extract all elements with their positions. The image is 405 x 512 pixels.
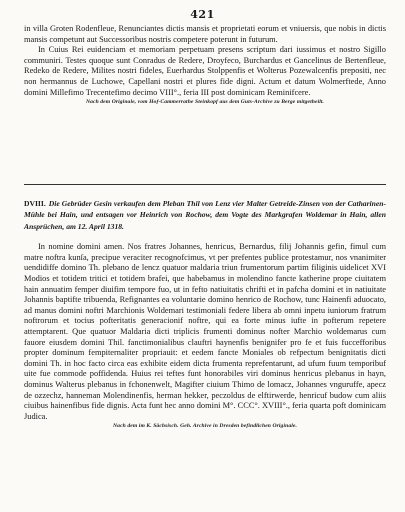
charter-continuation xyxy=(24,24,386,105)
source-note: Nach dem Originale, vom Hof-Cammerrathe Steinkopf aus dem Guts-Archive zu Berge mitgetheilt. xyxy=(85,99,325,106)
charter-number: DVIII. xyxy=(24,199,46,208)
charter-text xyxy=(24,242,386,422)
section-divider xyxy=(24,184,386,185)
paragraph: In Cuius Rei euidenciam et memoriam perpetuam presens scriptum dari iussimus et nostro Sigillo communiri. Testes quoque sunt Conradus de Redere, Droyfeco, Burchardus et Gancelinus de Bertenfleue, Redeko de Redere, Milites nostri fideles, Euerhardus Stolppenfis et Wolterus Pozewalcenfis prepositi, nec non hermannus de Luchowe, Capellani nostri et plures fide digni. Actum et datum Wolmerftede, Anno domini Millefimo Trecentefimo decimo VIII°., feria III post dominicam Reminifcere. xyxy=(24,45,386,97)
page-number: 421 xyxy=(190,8,215,21)
source-note: Nach dem im K. Sächsisch. Geh. Archive in Dresden befindlichen Originale. xyxy=(113,423,297,430)
charter-heading xyxy=(24,198,386,232)
charter-dviii xyxy=(24,198,386,429)
charter-summary: Die Gebrüder Gesin verkaufen dem Pleban Thil von Lenz vier Malter Getreide-Zinsen von der Catharinen-Mühle bei Hain, und entsagen vor Heinrich von Rochow, dem Vogte des Markgrafen Woldemar in Hain, allen Ansprüchen, am 12. April 1318. xyxy=(24,199,386,231)
charter-text xyxy=(24,24,386,98)
paragraph: In nomine domini amen. Nos fratres Johannes, henricus, Bernardus, filij Johannis gefin, fimul cum matre noftra kunſa, precipue veraciter recognofcimus, vt per prefentes publice protestamur, nos vnanimiter uendidiffe domino Th. plebano de lencz quatuor maldaria triun frumentorum partim filiginis uidelicet XVI Modios et totidem tritici et totidem brafei, que habebamus in molendino fancte katherine prope ciuitatem hain annuatim femper diuifim tempore fuo, ut in fefto natiuitatis chrifti et in pafcha domini et in natiuitate Johannis baptifte tribuenda, Refignantes ea voluntarie domino henrico de Rochow, tunc Hainenfi aduocato, ad manus domini noftri Marchionis Woldemari testimoniali federe libera ab omni inpetu iuniorum fratrum noftrorum et tocius pofteritatis generacionif noftre, qui ea forte minus iufte in pofterum repetere attemptarent. Que quatuor Maldaria dicti triplicis frumenti dominus nofter Marchio woldemarus cum fauore eiusdem domini Thil. fanctimonialibus clauftri haynenfis benignifer pro fe et fuis fuccefforibus propter dominum fempiternaliter propriauit: et eedem fancte Moniales ob refpectum benignitatis dicti domini Th. in hoc facto circa eas exhibite eidem dicta frumenta reprefentarunt, ad ufum fuum temporibuf uite fue commode poffidenda. Huius rei teftes funt honorabiles viri dominus henricus plebanus in hayn, dominus Walterus plebanus in fchonenwelt, Magifter ciuium Thimo de lomacz, Johannes vnguruffe, apecz de ozzechz, hanneman Molendinenfis, herman hekker, peczoldus de elftirwerde, henricuf budow cum aliis ciuibus hainenfibus fide dignis. Acta funt hec anno domini M°. CCC°. XVIII°., feria quarta poft dominicam Judica. xyxy=(24,242,386,421)
paragraph: in villa Groten Rodenfleue, Renunciantes dictis mansis et proprietati eorum et vniuersis, que nobis in dictis mansis competunt aut Successoribus nostris competere poterunt in futurum. xyxy=(24,24,386,44)
